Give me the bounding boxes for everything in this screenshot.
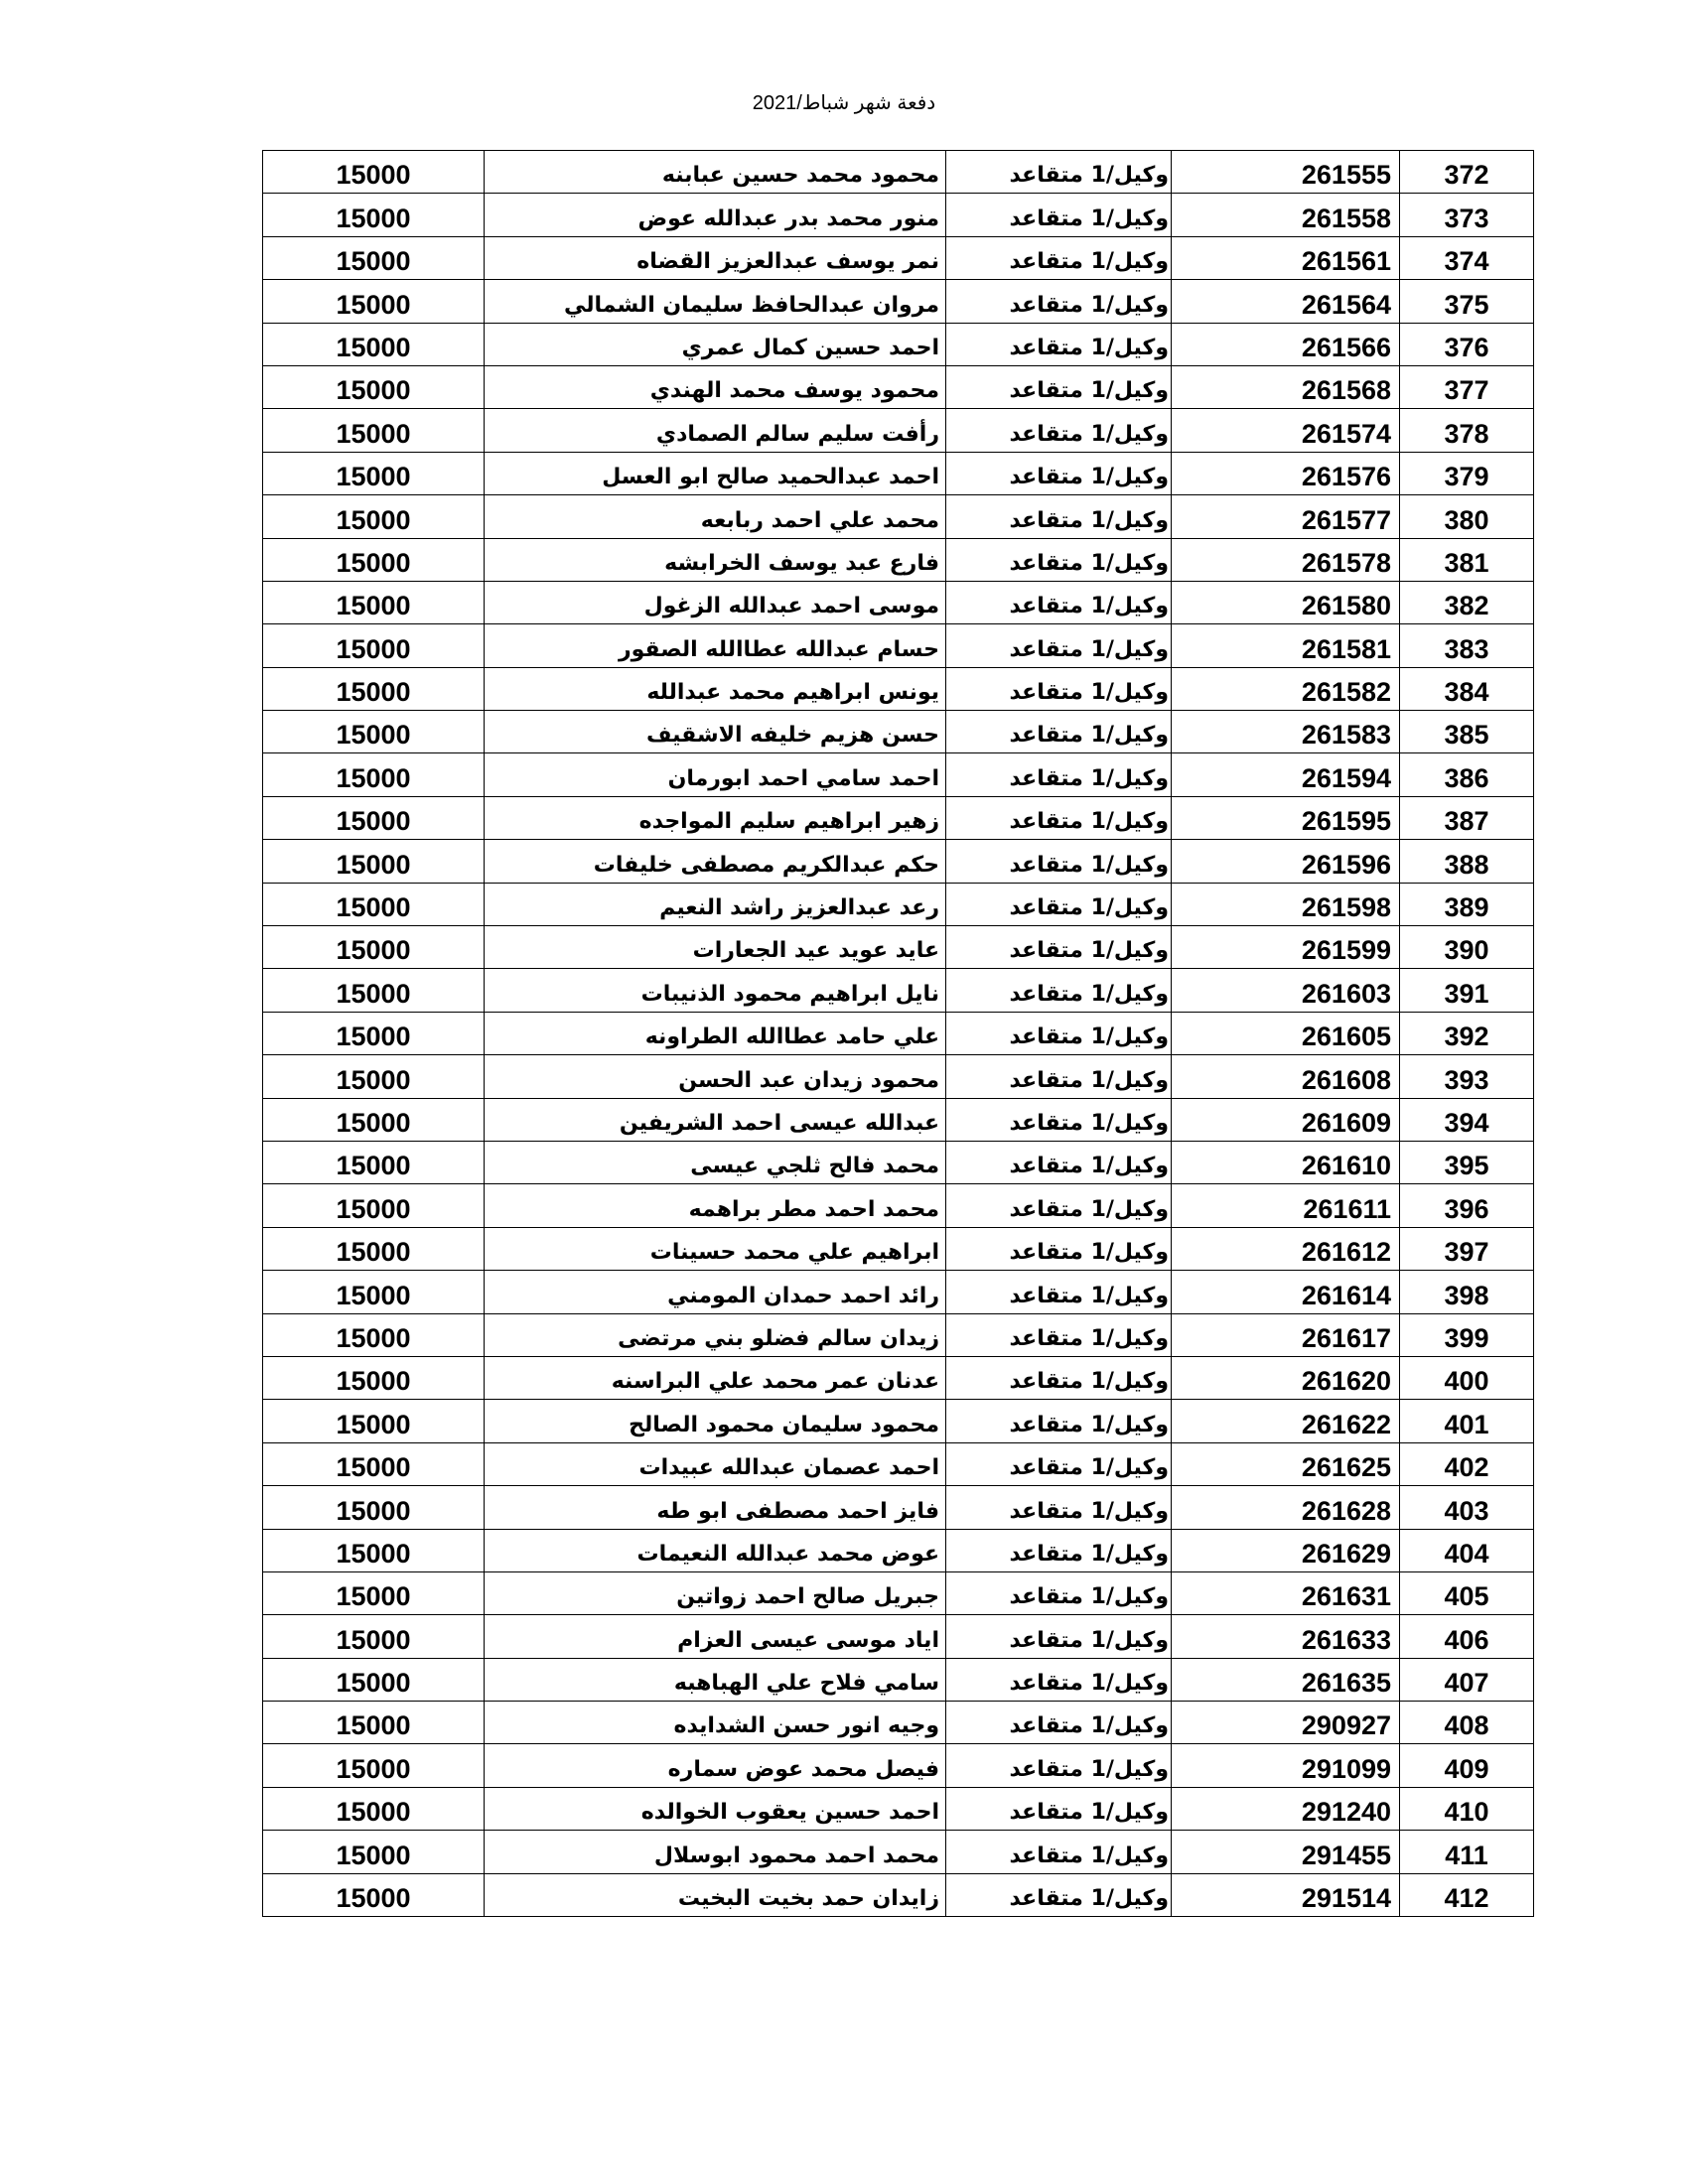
id-number-cell: 261603 <box>1172 969 1400 1012</box>
rank-cell: وكيل/1 متقاعد <box>946 1141 1172 1183</box>
payment-table-container <box>262 150 1533 1917</box>
table-row <box>263 1658 1534 1701</box>
table-row <box>263 969 1534 1012</box>
amount-cell: 15000 <box>263 753 485 796</box>
table-row <box>263 323 1534 365</box>
id-number-cell: 261574 <box>1172 409 1400 452</box>
table-row <box>263 452 1534 494</box>
id-number-cell: 261610 <box>1172 1141 1400 1183</box>
name-cell: رأفت سليم سالم الصمادي <box>485 409 946 452</box>
name-cell: احمد حسين كمال عمري <box>485 323 946 365</box>
amount-cell: 15000 <box>263 1227 485 1270</box>
name-cell: فارع عبد يوسف الخرابشه <box>485 538 946 581</box>
table-row <box>263 753 1534 796</box>
sequence-cell: 376 <box>1400 323 1534 365</box>
name-cell: وجيه انور حسن الشدايده <box>485 1702 946 1744</box>
amount-cell: 15000 <box>263 1098 485 1141</box>
name-cell: نايل ابراهيم محمود الذنيبات <box>485 969 946 1012</box>
sequence-cell: 383 <box>1400 624 1534 667</box>
amount-cell: 15000 <box>263 151 485 194</box>
name-cell: حسن هزيم خليفه الاشقيف <box>485 711 946 753</box>
rank-cell: وكيل/1 متقاعد <box>946 1356 1172 1399</box>
rank-cell: وكيل/1 متقاعد <box>946 236 1172 279</box>
name-cell: محمود سليمان محمود الصالح <box>485 1400 946 1442</box>
sequence-cell: 381 <box>1400 538 1534 581</box>
amount-cell: 15000 <box>263 1055 485 1098</box>
amount-cell: 15000 <box>263 1313 485 1356</box>
name-cell: زايدان حمد بخيت البخيت <box>485 1873 946 1916</box>
rank-cell: وكيل/1 متقاعد <box>946 1313 1172 1356</box>
amount-cell: 15000 <box>263 581 485 623</box>
name-cell: رائد احمد حمدان المومني <box>485 1271 946 1313</box>
amount-cell: 15000 <box>263 1442 485 1485</box>
rank-cell: وكيل/1 متقاعد <box>946 667 1172 710</box>
table-row <box>263 1486 1534 1529</box>
sequence-cell: 405 <box>1400 1571 1534 1614</box>
amount-cell: 15000 <box>263 236 485 279</box>
sequence-cell: 386 <box>1400 753 1534 796</box>
name-cell: عبدالله عيسى احمد الشريفين <box>485 1098 946 1141</box>
id-number-cell: 261599 <box>1172 926 1400 969</box>
name-cell: عوض محمد عبدالله النعيمات <box>485 1529 946 1571</box>
table-row <box>263 1356 1534 1399</box>
sequence-cell: 396 <box>1400 1184 1534 1227</box>
rank-cell: وكيل/1 متقاعد <box>946 883 1172 925</box>
rank-cell: وكيل/1 متقاعد <box>946 1012 1172 1054</box>
table-row <box>263 796 1534 839</box>
table-row <box>263 151 1534 194</box>
id-number-cell: 261598 <box>1172 883 1400 925</box>
amount-cell: 15000 <box>263 1615 485 1658</box>
rank-cell: وكيل/1 متقاعد <box>946 1486 1172 1529</box>
rank-cell: وكيل/1 متقاعد <box>946 1529 1172 1571</box>
amount-cell: 15000 <box>263 1529 485 1571</box>
name-cell: مروان عبدالحافظ سليمان الشمالي <box>485 280 946 323</box>
name-cell: احمد سامي احمد ابورمان <box>485 753 946 796</box>
table-row <box>263 1615 1534 1658</box>
name-cell: علي حامد عطاالله الطراونه <box>485 1012 946 1054</box>
id-number-cell: 291240 <box>1172 1787 1400 1830</box>
rank-cell: وكيل/1 متقاعد <box>946 1615 1172 1658</box>
name-cell: حسام عبدالله عطاالله الصقور <box>485 624 946 667</box>
table-row <box>263 1787 1534 1830</box>
rank-cell: وكيل/1 متقاعد <box>946 1442 1172 1485</box>
name-cell: حكم عبدالكريم مصطفى خليفات <box>485 840 946 883</box>
table-row <box>263 280 1534 323</box>
table-row <box>263 1227 1534 1270</box>
sequence-cell: 410 <box>1400 1787 1534 1830</box>
amount-cell: 15000 <box>263 1184 485 1227</box>
payment-table <box>262 150 1534 1917</box>
name-cell: فايز احمد مصطفى ابو طه <box>485 1486 946 1529</box>
name-cell: محمد احمد مطر براهمه <box>485 1184 946 1227</box>
id-number-cell: 261558 <box>1172 194 1400 236</box>
table-row <box>263 194 1534 236</box>
rank-cell: وكيل/1 متقاعد <box>946 1055 1172 1098</box>
payment-table-body <box>263 151 1534 1917</box>
rank-cell: وكيل/1 متقاعد <box>946 365 1172 408</box>
table-row <box>263 1831 1534 1873</box>
rank-cell: وكيل/1 متقاعد <box>946 1227 1172 1270</box>
sequence-cell: 384 <box>1400 667 1534 710</box>
table-row <box>263 840 1534 883</box>
rank-cell: وكيل/1 متقاعد <box>946 1873 1172 1916</box>
id-number-cell: 261568 <box>1172 365 1400 408</box>
id-number-cell: 261577 <box>1172 495 1400 538</box>
table-row <box>263 883 1534 925</box>
table-row <box>263 495 1534 538</box>
rank-cell: وكيل/1 متقاعد <box>946 926 1172 969</box>
table-row <box>263 365 1534 408</box>
amount-cell: 15000 <box>263 840 485 883</box>
amount-cell: 15000 <box>263 194 485 236</box>
rank-cell: وكيل/1 متقاعد <box>946 323 1172 365</box>
id-number-cell: 261620 <box>1172 1356 1400 1399</box>
table-row <box>263 1098 1534 1141</box>
rank-cell: وكيل/1 متقاعد <box>946 194 1172 236</box>
amount-cell: 15000 <box>263 1012 485 1054</box>
name-cell: جبريل صالح احمد زواتين <box>485 1571 946 1614</box>
amount-cell: 15000 <box>263 323 485 365</box>
rank-cell: وكيل/1 متقاعد <box>946 1702 1172 1744</box>
rank-cell: وكيل/1 متقاعد <box>946 1744 1172 1787</box>
name-cell: يونس ابراهيم محمد عبدالله <box>485 667 946 710</box>
sequence-cell: 403 <box>1400 1486 1534 1529</box>
amount-cell: 15000 <box>263 883 485 925</box>
amount-cell: 15000 <box>263 711 485 753</box>
page-title: دفعة شهر شباط/2021 <box>752 92 936 114</box>
sequence-cell: 400 <box>1400 1356 1534 1399</box>
id-number-cell: 261583 <box>1172 711 1400 753</box>
id-number-cell: 261608 <box>1172 1055 1400 1098</box>
amount-cell: 15000 <box>263 1571 485 1614</box>
amount-cell: 15000 <box>263 624 485 667</box>
rank-cell: وكيل/1 متقاعد <box>946 624 1172 667</box>
sequence-cell: 377 <box>1400 365 1534 408</box>
sequence-cell: 395 <box>1400 1141 1534 1183</box>
name-cell: عايد عويد عيد الجعارات <box>485 926 946 969</box>
rank-cell: وكيل/1 متقاعد <box>946 538 1172 581</box>
sequence-cell: 408 <box>1400 1702 1534 1744</box>
rank-cell: وكيل/1 متقاعد <box>946 753 1172 796</box>
id-number-cell: 261611 <box>1172 1184 1400 1227</box>
id-number-cell: 261581 <box>1172 624 1400 667</box>
id-number-cell: 261594 <box>1172 753 1400 796</box>
name-cell: محمد فالح ثلجي عيسى <box>485 1141 946 1183</box>
name-cell: زيدان سالم فضلو بني مرتضى <box>485 1313 946 1356</box>
name-cell: احمد عبدالحميد صالح ابو العسل <box>485 452 946 494</box>
id-number-cell: 261631 <box>1172 1571 1400 1614</box>
name-cell: محمود زيدان عبد الحسن <box>485 1055 946 1098</box>
id-number-cell: 261578 <box>1172 538 1400 581</box>
rank-cell: وكيل/1 متقاعد <box>946 280 1172 323</box>
rank-cell: وكيل/1 متقاعد <box>946 1831 1172 1873</box>
sequence-cell: 379 <box>1400 452 1534 494</box>
name-cell: احمد عصمان عبدالله عبيدات <box>485 1442 946 1485</box>
amount-cell: 15000 <box>263 1271 485 1313</box>
table-row <box>263 1313 1534 1356</box>
id-number-cell: 261596 <box>1172 840 1400 883</box>
id-number-cell: 261561 <box>1172 236 1400 279</box>
sequence-cell: 375 <box>1400 280 1534 323</box>
id-number-cell: 261555 <box>1172 151 1400 194</box>
name-cell: رعد عبدالعزيز راشد النعيم <box>485 883 946 925</box>
rank-cell: وكيل/1 متقاعد <box>946 452 1172 494</box>
table-row <box>263 1184 1534 1227</box>
rank-cell: وكيل/1 متقاعد <box>946 1571 1172 1614</box>
id-number-cell: 261612 <box>1172 1227 1400 1270</box>
id-number-cell: 291099 <box>1172 1744 1400 1787</box>
amount-cell: 15000 <box>263 1873 485 1916</box>
name-cell: نمر يوسف عبدالعزيز القضاه <box>485 236 946 279</box>
id-number-cell: 261566 <box>1172 323 1400 365</box>
sequence-cell: 406 <box>1400 1615 1534 1658</box>
name-cell: موسى احمد عبدالله الزغول <box>485 581 946 623</box>
name-cell: منور محمد بدر عبدالله عوض <box>485 194 946 236</box>
amount-cell: 15000 <box>263 1486 485 1529</box>
sequence-cell: 404 <box>1400 1529 1534 1571</box>
sequence-cell: 412 <box>1400 1873 1534 1916</box>
table-row <box>263 1571 1534 1614</box>
sequence-cell: 394 <box>1400 1098 1534 1141</box>
table-row <box>263 667 1534 710</box>
sequence-cell: 393 <box>1400 1055 1534 1098</box>
table-row <box>263 711 1534 753</box>
name-cell: سامي فلاح علي الهباهبه <box>485 1658 946 1701</box>
rank-cell: وكيل/1 متقاعد <box>946 151 1172 194</box>
rank-cell: وكيل/1 متقاعد <box>946 1787 1172 1830</box>
name-cell: احمد حسين يعقوب الخوالده <box>485 1787 946 1830</box>
sequence-cell: 372 <box>1400 151 1534 194</box>
sequence-cell: 382 <box>1400 581 1534 623</box>
amount-cell: 15000 <box>263 667 485 710</box>
id-number-cell: 261625 <box>1172 1442 1400 1485</box>
id-number-cell: 261633 <box>1172 1615 1400 1658</box>
sequence-cell: 390 <box>1400 926 1534 969</box>
rank-cell: وكيل/1 متقاعد <box>946 581 1172 623</box>
amount-cell: 15000 <box>263 1744 485 1787</box>
id-number-cell: 261582 <box>1172 667 1400 710</box>
amount-cell: 15000 <box>263 1658 485 1701</box>
amount-cell: 15000 <box>263 538 485 581</box>
sequence-cell: 411 <box>1400 1831 1534 1873</box>
id-number-cell: 261628 <box>1172 1486 1400 1529</box>
sequence-cell: 388 <box>1400 840 1534 883</box>
table-row <box>263 1012 1534 1054</box>
table-row <box>263 1271 1534 1313</box>
amount-cell: 15000 <box>263 495 485 538</box>
rank-cell: وكيل/1 متقاعد <box>946 1098 1172 1141</box>
rank-cell: وكيل/1 متقاعد <box>946 711 1172 753</box>
amount-cell: 15000 <box>263 365 485 408</box>
table-row <box>263 409 1534 452</box>
sequence-cell: 373 <box>1400 194 1534 236</box>
name-cell: ابراهيم علي محمد حسينات <box>485 1227 946 1270</box>
rank-cell: وكيل/1 متقاعد <box>946 1400 1172 1442</box>
id-number-cell: 261609 <box>1172 1098 1400 1141</box>
table-row <box>263 1529 1534 1571</box>
name-cell: محمد احمد محمود ابوسلال <box>485 1831 946 1873</box>
name-cell: اياد موسى عيسى العزام <box>485 1615 946 1658</box>
sequence-cell: 385 <box>1400 711 1534 753</box>
amount-cell: 15000 <box>263 926 485 969</box>
rank-cell: وكيل/1 متقاعد <box>946 1184 1172 1227</box>
sequence-cell: 391 <box>1400 969 1534 1012</box>
table-row <box>263 1442 1534 1485</box>
rank-cell: وكيل/1 متقاعد <box>946 1271 1172 1313</box>
name-cell: محمد علي احمد ربابعه <box>485 495 946 538</box>
table-row <box>263 1055 1534 1098</box>
rank-cell: وكيل/1 متقاعد <box>946 796 1172 839</box>
amount-cell: 15000 <box>263 452 485 494</box>
amount-cell: 15000 <box>263 796 485 839</box>
name-cell: فيصل محمد عوض سماره <box>485 1744 946 1787</box>
id-number-cell: 290927 <box>1172 1702 1400 1744</box>
table-row <box>263 1744 1534 1787</box>
id-number-cell: 291514 <box>1172 1873 1400 1916</box>
id-number-cell: 261580 <box>1172 581 1400 623</box>
table-row <box>263 926 1534 969</box>
amount-cell: 15000 <box>263 1831 485 1873</box>
rank-cell: وكيل/1 متقاعد <box>946 409 1172 452</box>
name-cell: محمود يوسف محمد الهندي <box>485 365 946 408</box>
sequence-cell: 401 <box>1400 1400 1534 1442</box>
id-number-cell: 291455 <box>1172 1831 1400 1873</box>
sequence-cell: 389 <box>1400 883 1534 925</box>
id-number-cell: 261576 <box>1172 452 1400 494</box>
sequence-cell: 378 <box>1400 409 1534 452</box>
amount-cell: 15000 <box>263 1400 485 1442</box>
id-number-cell: 261605 <box>1172 1012 1400 1054</box>
amount-cell: 15000 <box>263 1787 485 1830</box>
sequence-cell: 409 <box>1400 1744 1534 1787</box>
id-number-cell: 261617 <box>1172 1313 1400 1356</box>
sequence-cell: 399 <box>1400 1313 1534 1356</box>
table-row <box>263 1873 1534 1916</box>
name-cell: زهير ابراهيم سليم المواجده <box>485 796 946 839</box>
rank-cell: وكيل/1 متقاعد <box>946 1658 1172 1701</box>
rank-cell: وكيل/1 متقاعد <box>946 969 1172 1012</box>
table-row <box>263 624 1534 667</box>
id-number-cell: 261564 <box>1172 280 1400 323</box>
id-number-cell: 261622 <box>1172 1400 1400 1442</box>
id-number-cell: 261595 <box>1172 796 1400 839</box>
sequence-cell: 392 <box>1400 1012 1534 1054</box>
name-cell: عدنان عمر محمد علي البراسنه <box>485 1356 946 1399</box>
table-row <box>263 581 1534 623</box>
rank-cell: وكيل/1 متقاعد <box>946 495 1172 538</box>
table-row <box>263 538 1534 581</box>
amount-cell: 15000 <box>263 969 485 1012</box>
sequence-cell: 374 <box>1400 236 1534 279</box>
amount-cell: 15000 <box>263 409 485 452</box>
table-row <box>263 1141 1534 1183</box>
table-row <box>263 1702 1534 1744</box>
table-row <box>263 236 1534 279</box>
amount-cell: 15000 <box>263 1702 485 1744</box>
sequence-cell: 380 <box>1400 495 1534 538</box>
id-number-cell: 261635 <box>1172 1658 1400 1701</box>
amount-cell: 15000 <box>263 280 485 323</box>
id-number-cell: 261629 <box>1172 1529 1400 1571</box>
amount-cell: 15000 <box>263 1356 485 1399</box>
id-number-cell: 261614 <box>1172 1271 1400 1313</box>
sequence-cell: 387 <box>1400 796 1534 839</box>
table-row <box>263 1400 1534 1442</box>
sequence-cell: 398 <box>1400 1271 1534 1313</box>
sequence-cell: 397 <box>1400 1227 1534 1270</box>
sequence-cell: 407 <box>1400 1658 1534 1701</box>
rank-cell: وكيل/1 متقاعد <box>946 840 1172 883</box>
amount-cell: 15000 <box>263 1141 485 1183</box>
sequence-cell: 402 <box>1400 1442 1534 1485</box>
name-cell: محمود محمد حسين عبابنه <box>485 151 946 194</box>
